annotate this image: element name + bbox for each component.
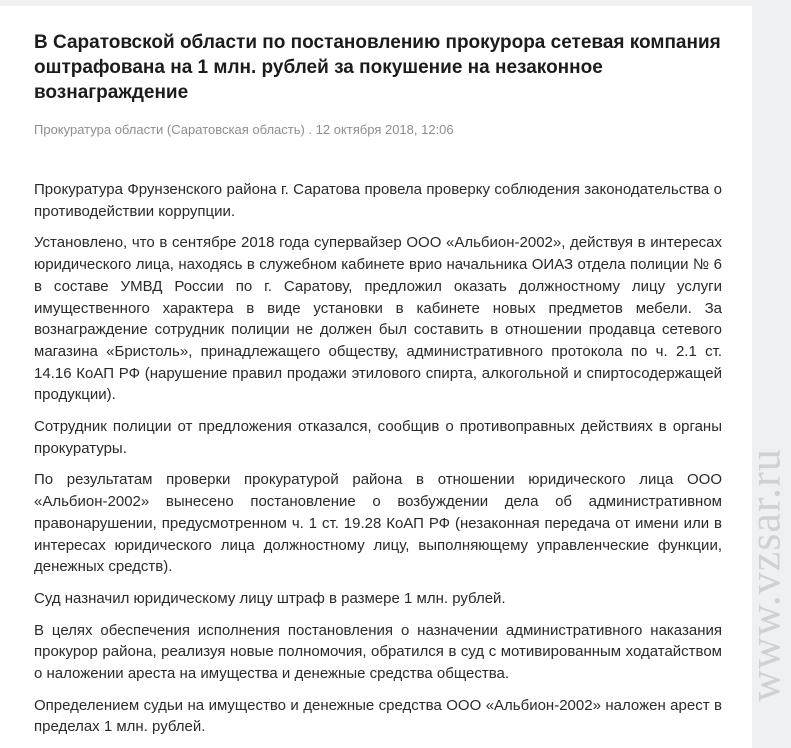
article-paragraph: Сотрудник полиции от предложения отказался, сообщив о противоправных действиях в органы прокуратуры.	[34, 418, 722, 457]
site-watermark	[740, 0, 790, 748]
article-date: 12 октября 2018, 12:06	[315, 122, 454, 137]
article-paragraph: В целях обеспечения исполнения постановления о назначении административного наказания прокурор района, реализуя новые полномочия, обратился в суд с мотивированным ходатайством о наложении ареста на имущества и денежные средства общества.	[34, 621, 722, 683]
article-paragraph: По результатам проверки прокуратурой района в отношении юридического лица ООО «Альбион-2002» вынесено постановление о возбуждении дела об административном правонарушении, предусмотренном ч. 1 ст. 19.28 КоАП РФ (незаконная передача от имени или в интересах юридического лица должностному лицу, выполняющему управленческие функции, денежных средств).	[34, 471, 722, 576]
article-paragraph: Суд назначил юридическому лицу штраф в размере 1 млн. рублей.	[34, 589, 506, 607]
watermark-text: www.vzsar.ru	[740, 448, 790, 702]
article-source[interactable]: Прокуратура области (Саратовская область)	[34, 122, 305, 137]
article-body	[34, 179, 722, 738]
article-title: В Саратовской области по постановлению прокурора сетевая компания оштрафована на 1 млн. рублей за покушение на незаконное вознаграждение	[34, 32, 721, 103]
article-meta	[34, 121, 722, 139]
article-paragraph: Определением судьи на имущество и денежные средства ООО «Альбион-2002» наложен арест в пределах 1 млн. рублей.	[34, 696, 722, 736]
article-card	[0, 6, 752, 748]
article-paragraph: Установлено, что в сентябре 2018 года супервайзер ООО «Альбион-2002», действуя в интересах юридического лица, находясь в служебном кабинете врио начальника ОИАЗ отдела полиции № 6 в составе УМВД России по г. Саратову, предложил оказать должностному лицу услуги имущественного характера в виде установки в кабинете новых предметов мебели. За вознаграждение сотрудник полиции не должен был составить в отношении продавца сетевого магазина «Бристоль», принадлежащего обществу, административного протокола по ч. 2.1 ст. 14.16 КоАП РФ (нарушение правил продажи этилового спирта, алкогольной и спиртосодержащей продукции).	[34, 234, 722, 404]
article-paragraph: Прокуратура Фрунзенского района г. Саратова провела проверку соблюдения законодательства о противодействии коррупции.	[34, 181, 722, 220]
meta-separator: .	[304, 122, 316, 137]
